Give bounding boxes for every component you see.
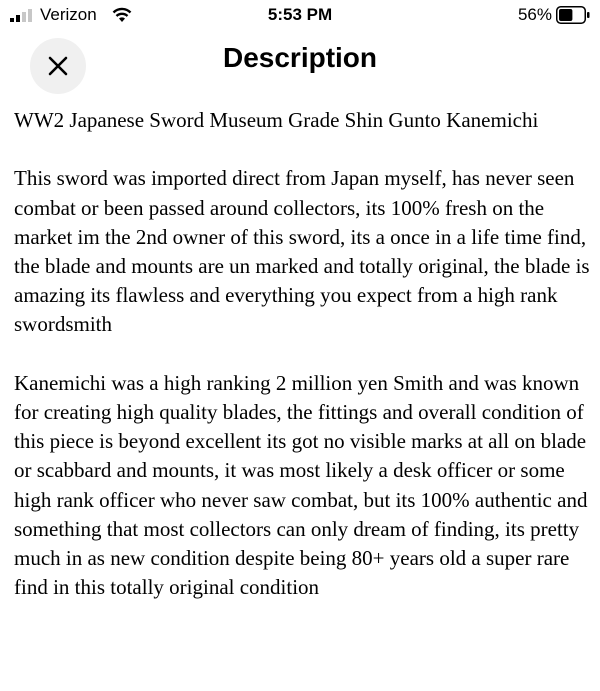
status-time: 5:53 PM xyxy=(267,5,333,24)
battery-icon xyxy=(556,6,590,24)
page-title: Description xyxy=(222,42,378,73)
header xyxy=(0,32,600,92)
description-content xyxy=(14,106,590,632)
description-title: WW2 Japanese Sword Museum Grade Shin Gunto Kanemichi xyxy=(14,108,539,132)
description-paragraph: Kanemichi was a high ranking 2 million yen Smith and was known for creating high quality blades, the fittings and overall condition of this piece is beyond excellent its got no visible marks at all on blade or scabbard and mounts, it was most likely a desk officer or some high rank officer who never saw combat, but its 100% authentic and something that most collectors can only dream of finding, its pretty much in as new condition despite being 80+ years old a super rare find in this totally original condition xyxy=(14,370,588,600)
battery-percent: 56% xyxy=(517,5,552,24)
description-paragraph: This sword was imported direct from Japan myself, has never seen combat or been passed around collectors, its 100% fresh on the market im the 2nd owner of this sword, its a once in a life time find, the blade and mounts are un marked and totally original, the blade is amazing its flawless and everything you expect from a high rank swordsmith xyxy=(14,166,590,337)
carrier-name: Verizon xyxy=(40,5,97,24)
status-bar xyxy=(0,0,600,32)
